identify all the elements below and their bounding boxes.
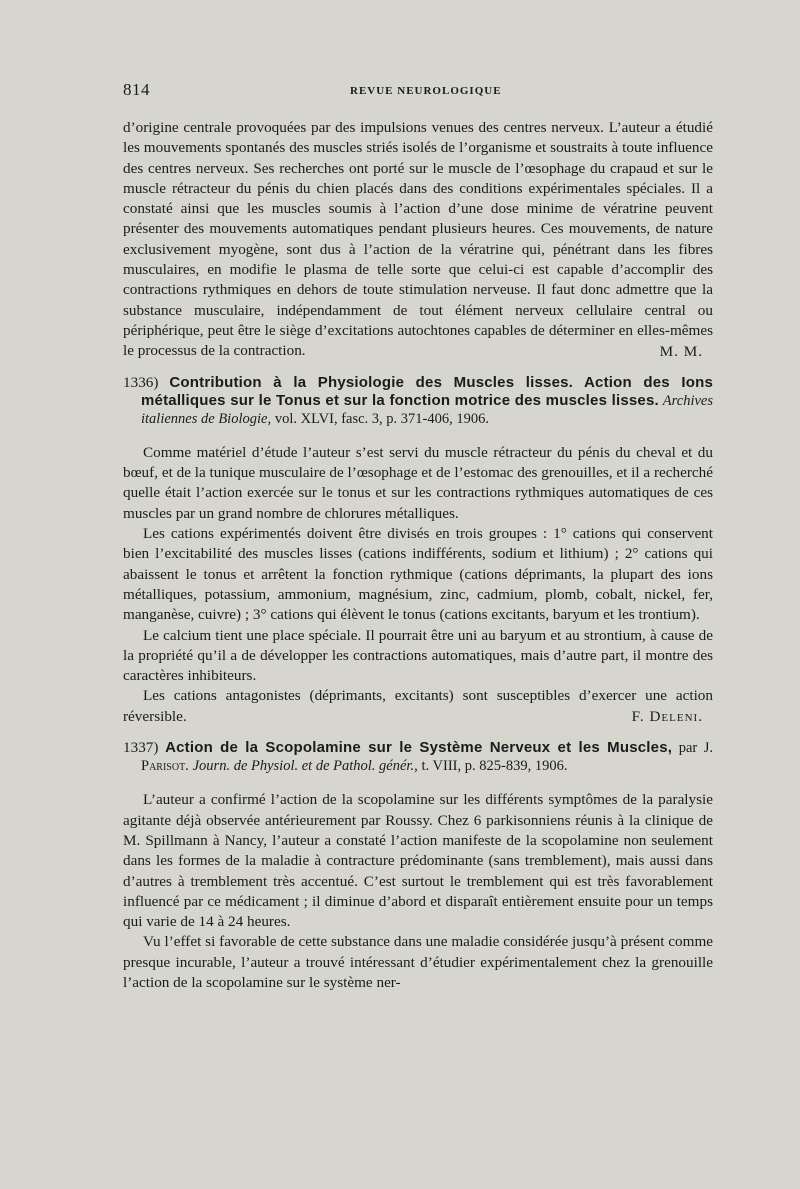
entry-1337-body: [123, 790, 713, 993]
entry-1336-body: [123, 443, 713, 727]
entry-1337-heading: [123, 739, 713, 775]
author-prefix: par J.: [678, 740, 713, 757]
page-header: [123, 80, 713, 102]
page-content: [123, 118, 713, 993]
paragraph: Le calcium tient une place spéciale. Il pourrait être uni au baryum et au strontium, à cause de la propriété qu’il a de développer les contractions automatiques, mais d’autre part, il montre des caractères inhibiteurs.: [123, 626, 713, 685]
entry-1336-heading: [123, 374, 713, 428]
entry-title: Action de la Scopolamine sur le Système Nerveux et les Muscles,: [165, 739, 673, 757]
paragraph: Comme matériel d’étude l’auteur s’est servi du muscle rétracteur du pénis du cheval et du bœuf, et de la tunique musculaire de l’œsophage et de l’estomac des grenouilles, et il a recherché quelle était l’action exercée sur le tonus et sur les contractions rythmiques automatiques de ces muscles par un grand nombre de chlorures métalliques.: [123, 443, 713, 522]
continued-paragraph: d’origine centrale provoquées par des impulsions venues des centres nerveux. L’auteur a étudié les mouvements spontanés des muscles striés isolés de l’organisme et soustraits à toute influence des centres nerveux. Ses recherches ont porté sur le muscle de l’œsophage du crapaud et sur le muscle rétracteur du pénis du chien placés dans des conditions expérimentales spéciales. Il a constaté ainsi que les muscles soumis à l’action d’une dose minime de vératrine peuvent présenter des mouvements automatiques pendant plusieurs heures. Ces mouvements, de nature exclusivement myogène, sont dus à l’action de la vératrine qui, pénétrant dans les fibres musculaires, en modifie le plasma de telle sorte que celui-ci est capable d’accomplir des contractions rythmiques en dehors de toute stimulation nerveuse. Il faut donc admettre que la substance musculaire, indépendamment de tout élément nerveux cellulaire central ou périphérique, peut être le siège d’excitations autochtones capables de déterminer en elles-mêmes le processus de la contraction.: [123, 119, 713, 360]
entry-number: 1337): [123, 739, 159, 757]
entry-reference: vol. XLVI, fasc. 3, p. 371-406, 1906.: [274, 410, 489, 427]
paragraph: Vu l’effet si favorable de cette substance dans une maladie considérée jusqu’à présent comme presque incurable, l’auteur a trouvé intéressant d’étudier expérimentalement chez la grenouille l’action de la scopolamine sur le système ner-: [123, 933, 713, 991]
paragraph: Les cations expérimentés doivent être divisés en trois groupes : 1° cations qui conservent bien l’excitabilité des muscles lisses (cations indifférents, sodium et lithium) ; 2° cations qui abaissent le tonus et arrêtent la fonction rythmique (cations déprimants, la plupart des ions métalliques, potassium, ammonium, magnésium, zinc, cadmium, plomb, cobalt, nickel, fer, manganèse, cuivre) ; 3° cations qui élèvent le tonus (cations excitants, baryum et les trontium).: [123, 525, 713, 624]
entry-author: Parisot.: [141, 758, 189, 775]
page-number: 814: [123, 80, 150, 99]
entry-number: 1336): [123, 373, 159, 391]
paragraph: L’auteur a confirmé l’action de la scopolamine sur les différents symptômes de la paralysie agitante déjà observée antérieurement par Roussy. Chez 6 parkisonniens réunis à la clinique de M. Spillmann à Nancy, l’auteur a constaté l’action manifeste de la scopolamine non seulement dans les formes de la maladie à contracture prédominante (sans tremblement), mais aussi dans d’autres à tremblement très accentué. C’est surtout le tremblement qui est très favorablement influencé par ce médicament ; il diminue d’abord et disparaît entièrement ensuite pour un temps qui varie de 14 à 24 heures.: [123, 791, 713, 931]
entry-journal: Journ. de Physiol. et de Pathol. génér.,: [192, 758, 418, 775]
signature-mm: M. M.: [659, 342, 703, 360]
signature-deleni: F. Deleni.: [631, 708, 703, 726]
running-head: REVUE NEUROLOGIQUE: [350, 85, 502, 97]
entry-reference: t. VIII, p. 825-839, 1906.: [421, 758, 568, 775]
entry-journal: Archives italiennes de Biologie,: [141, 392, 713, 427]
paragraph: Les cations antagonistes (déprimants, excitants) sont susceptibles d’exercer une action réversible.: [123, 687, 713, 725]
entry-title: Contribution à la Physiologie des Muscles lisses. Action des Ions métalliques sur le Tonus et sur la fonction motrice des muscles lisses.: [141, 373, 713, 409]
